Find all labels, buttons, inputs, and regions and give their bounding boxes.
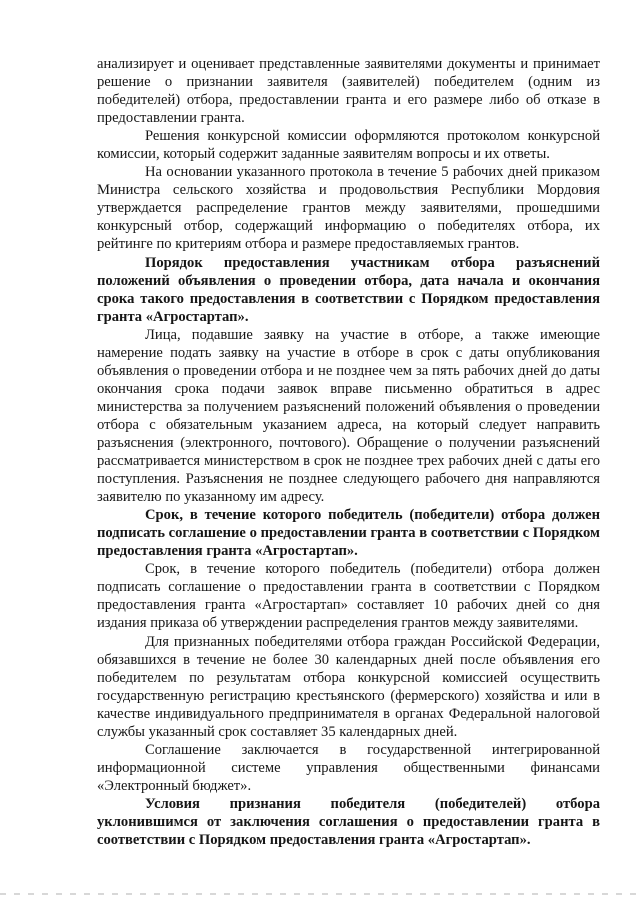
paragraph-agreement-deadline: Срок, в течение которого победитель (победители) отбора должен подписать соглашение о предоставлении гранта в соответствии с Порядком предоставления гранта «Агростартап» составляет 10 рабочих дней со дня издания приказа об утверждении распределения грантов между заявителями. bbox=[97, 561, 600, 632]
paragraph-clarification-requests: Лица, подавшие заявку на участие в отборе, а также имеющие намерение подать заявку на участие в отборе в срок с даты опубликования объявления о проведении отбора и не позднее чем за пять рабочих дней до даты окончания срока подачи заявок вправе письменно обратиться в адрес министерства за получением разъяснений положений объявления о проведении отбора с обязательным указанием адреса, на который следует направить разъяснения (электронного, почтового). Обращение о получении разъяснений рассматривается министерством в срок не позднее трех рабочих дней с даты его поступления. Разъяснения не позднее следующего рабочего дня направляются заявителю по указанному им адресу. bbox=[97, 326, 600, 506]
paragraph-protocol: Решения конкурсной комиссии оформляются протоколом конкурсной комиссии, который содержит заданные заявителям вопросы и их ответы. bbox=[97, 128, 600, 163]
heading-agreement-deadline: Срок, в течение которого победитель (победители) отбора должен подписать соглашение о предоставлении гранта в соответствии с Порядком предоставления гранта «Агростартап». bbox=[97, 507, 600, 560]
heading-clarification-procedure: Порядок предоставления участникам отбора разъяснений положений объявления о проведении отбора, дата начала и окончания срока такого предоставления в соответствии с Порядком предоставления гранта «Агростартап». bbox=[97, 254, 600, 325]
paragraph-electronic-budget: Соглашение заключается в государственной интегрированной информационной системе управления общественными финансами «Электронный бюджет». bbox=[97, 741, 600, 794]
document-body bbox=[97, 55, 600, 849]
scan-edge-line bbox=[0, 893, 640, 895]
heading-evasion-conditions: Условия признания победителя (победителей) отбора уклонившимся от заключения соглашения о предоставлении гранта в соответствии с Порядком предоставления гранта «Агростартап». bbox=[97, 795, 600, 849]
paragraph-commission-decision: анализирует и оценивает представленные заявителями документы и принимает решение о признании заявителя (заявителей) победителем (одним из победителей) отбора, предоставлении гранта и его размере либо об отказе в предоставлении гранта. bbox=[97, 56, 600, 127]
paragraph-grant-distribution: На основании указанного протокола в течение 5 рабочих дней приказом Министра сельского хозяйства и продовольствия Республики Мордовия утверждается распределение грантов между заявителями, прошедшими конкурсный отбор, содержащий информацию о победителях отбора, их рейтинге по критериям отбора и размере предоставляемых грантов. bbox=[97, 164, 600, 253]
paragraph-registration-deadline: Для признанных победителями отбора граждан Российской Федерации, обязавшихся в течение не более 30 календарных дней после объявления его победителем по результатам отбора конкурсной комиссией осуществить государственную регистрацию крестьянского (фермерского) хозяйства и или в качестве индивидуального предпринимателя в органах Федеральной налоговой службы указанный срок составляет 35 календарных дней. bbox=[97, 633, 600, 740]
